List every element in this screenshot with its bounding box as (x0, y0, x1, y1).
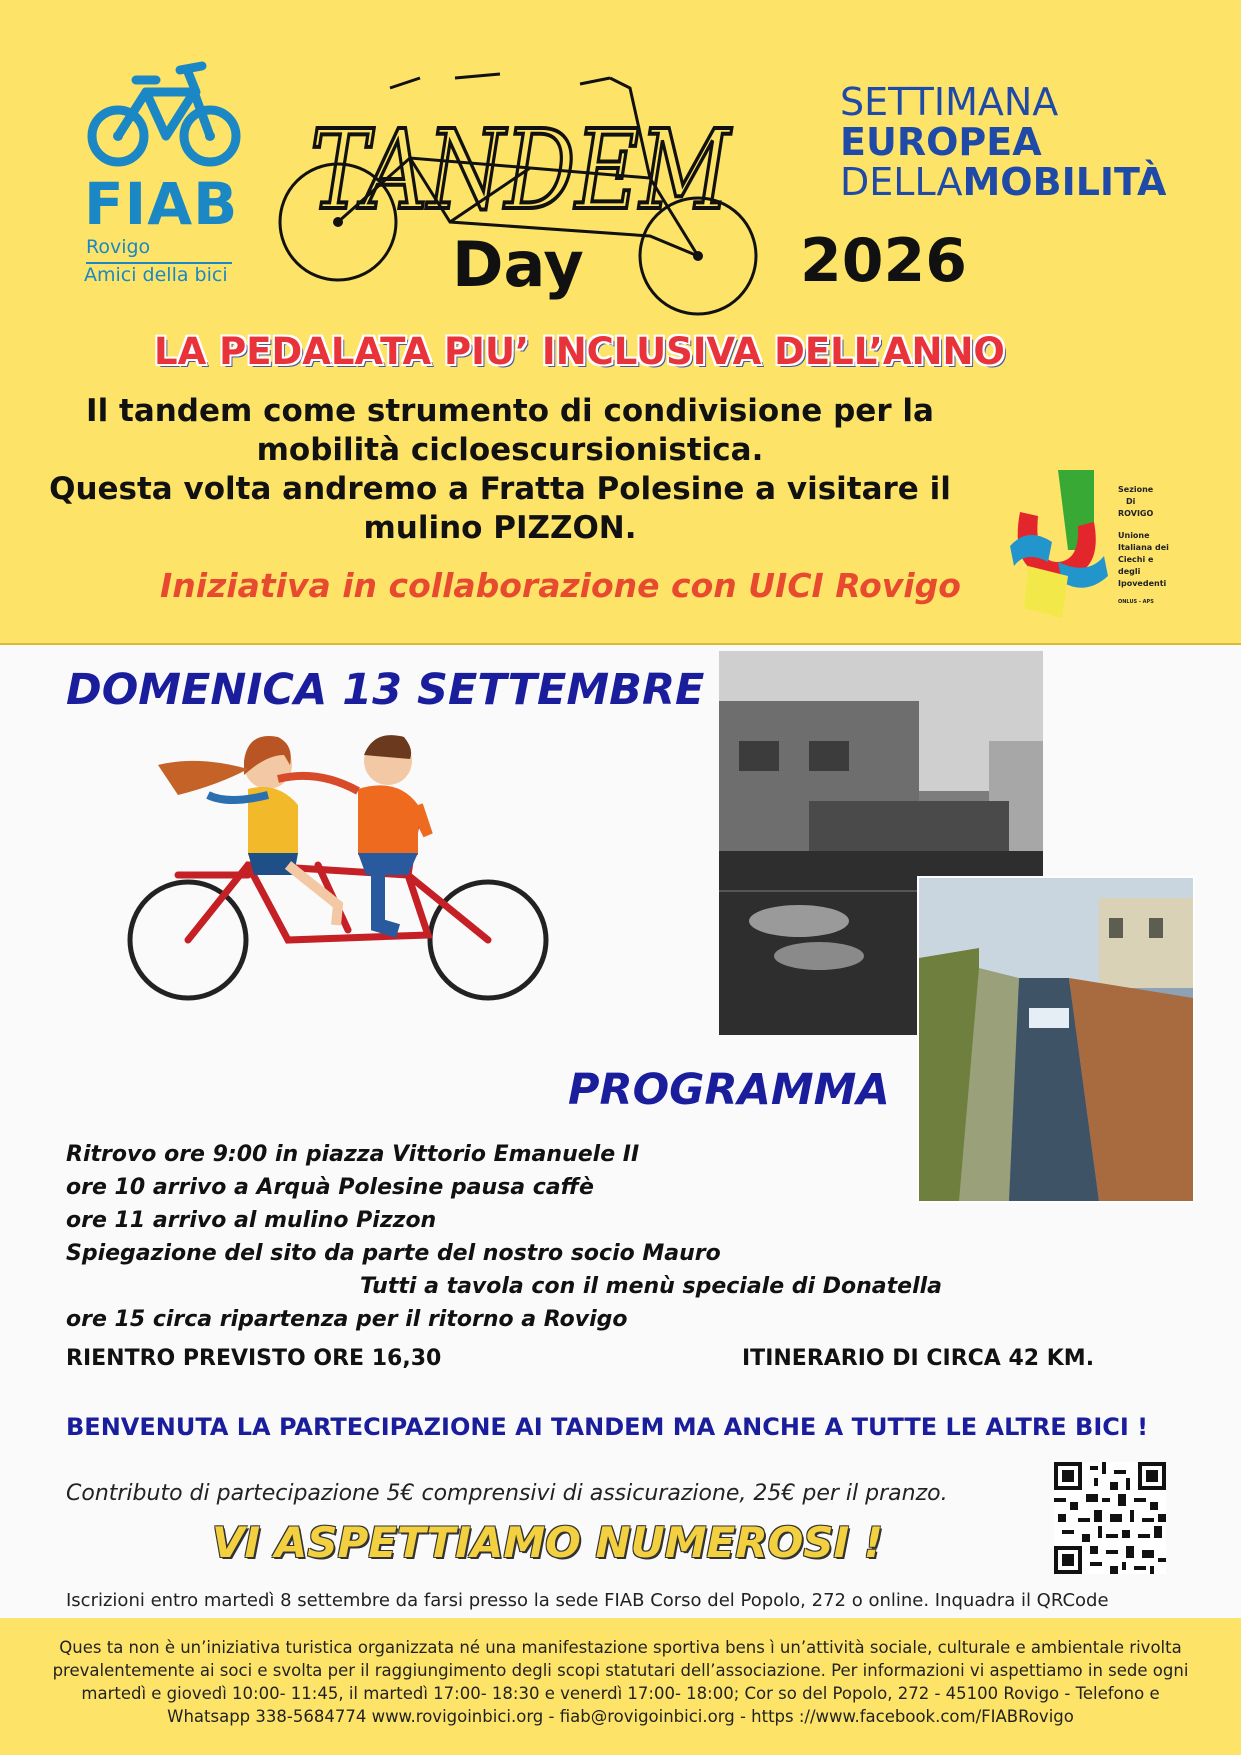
return-time: RIENTRO PREVISTO ORE 16,30 (66, 1346, 442, 1371)
mobility-week-line3: DELLAMOBILITÀ (840, 160, 1167, 204)
registration-qr-code[interactable] (1054, 1462, 1166, 1574)
fiab-logo (80, 58, 250, 298)
intro-line: mobilità cicloescursionistica. (256, 432, 764, 468)
program-heading: PROGRAMMA (568, 1065, 890, 1115)
registration-note: Iscrizioni entro martedì 8 settembre da farsi presso la sede FIAB Corso del Popolo, 272 o online. Inquadra il QRCode (66, 1590, 1109, 1611)
program-item: ore 11 arrivo al mulino Pizzon (66, 1208, 437, 1233)
slogan: LA PEDALATA PIU’ INCLUSIVA DELL’ANNO (154, 330, 1005, 373)
mobility-week-line2: EUROPEA (840, 120, 1042, 164)
footer-line: Ques ta non è un’iniziativa turistica organizzata né una manifestazione sportiva bens ì un’attività sociale, culturale e ambientale rivolta (59, 1638, 1182, 1657)
program-item: Spiegazione del sito da parte del nostro socio Mauro (66, 1241, 721, 1266)
program-item: Ritrovo ore 9:00 in piazza Vittorio Emanuele II (66, 1142, 640, 1167)
intro-text (49, 392, 1070, 548)
tandem-riders-illustration (118, 725, 568, 1005)
collaboration-note: Iniziativa in collaborazione con UICI Rovigo (160, 566, 961, 605)
fiab-city: Rovigo (86, 236, 151, 258)
tandem-day-logo (270, 48, 770, 318)
event-date-heading: DOMENICA 13 SETTEMBRE (66, 665, 705, 715)
intro-line: Il tandem come strumento di condivisione per la (86, 393, 934, 429)
welcome-note: BENVENUTA LA PARTECIPAZIONE AI TANDEM MA ANCHE A TUTTE LE ALTRE BICI ! (66, 1413, 1149, 1441)
footer-line: Whatsapp 338-5684774 www.rovigoinbici.org - fiab@rovigoinbici.org - https ://www.facebook.com/FIABRovigo (167, 1707, 1074, 1726)
footer-line: prevalentemente ai soci e svolta per il raggiungimento degli scopi statutari dell’associazione. Per informazioni vi aspettiamo in sede ogni (52, 1661, 1189, 1680)
event-day-word: Day (452, 228, 584, 301)
mobility-week-logo (840, 82, 1180, 202)
program-item: ore 10 arrivo a Arquà Polesine pausa caffè (66, 1175, 594, 1200)
intro-line: mulino PIZZON. (363, 510, 637, 546)
program-list (66, 1142, 966, 1340)
fiab-tagline: Amici della bici (84, 264, 228, 286)
fee-note: Contributo di partecipazione 5€ comprensivi di assicurazione, 25€ per il pranzo. (66, 1481, 948, 1506)
call-to-action: VI ASPETTIAMO NUMEROSI ! (212, 1518, 883, 1567)
event-year: 2026 (800, 226, 967, 296)
intro-line: Questa volta andremo a Fratta Polesine a visitare il (49, 471, 951, 507)
program-item: ore 15 circa ripartenza per il ritorno a Rovigo (66, 1307, 628, 1332)
program-item: Tutti a tavola con il menù speciale di Donatella (360, 1274, 942, 1299)
tandem-wordmark: TANDEM (310, 106, 732, 234)
bicycle-icon (84, 58, 244, 168)
uici-label: Sezione Di ROVIGO Unione Italiana dei Ciechi e degli Ipovedenti ONLUS - APS (1118, 485, 1169, 605)
footer-line: martedì e giovedì 10:00- 11:45, il martedì 17:00- 18:30 e venerdì 17:00- 18:00; Cor so del Popolo, 272 - 45100 Rovigo - Telefono e (81, 1684, 1160, 1703)
uici-emblem (1008, 466, 1108, 624)
mobility-week-line1: SETTIMANA (840, 80, 1059, 124)
footer-info (20, 1636, 1221, 1728)
route-length: ITINERARIO DI CIRCA 42 KM. (742, 1346, 1095, 1371)
fiab-wordmark: FIAB (84, 170, 239, 238)
uici-logo (1008, 466, 1178, 624)
